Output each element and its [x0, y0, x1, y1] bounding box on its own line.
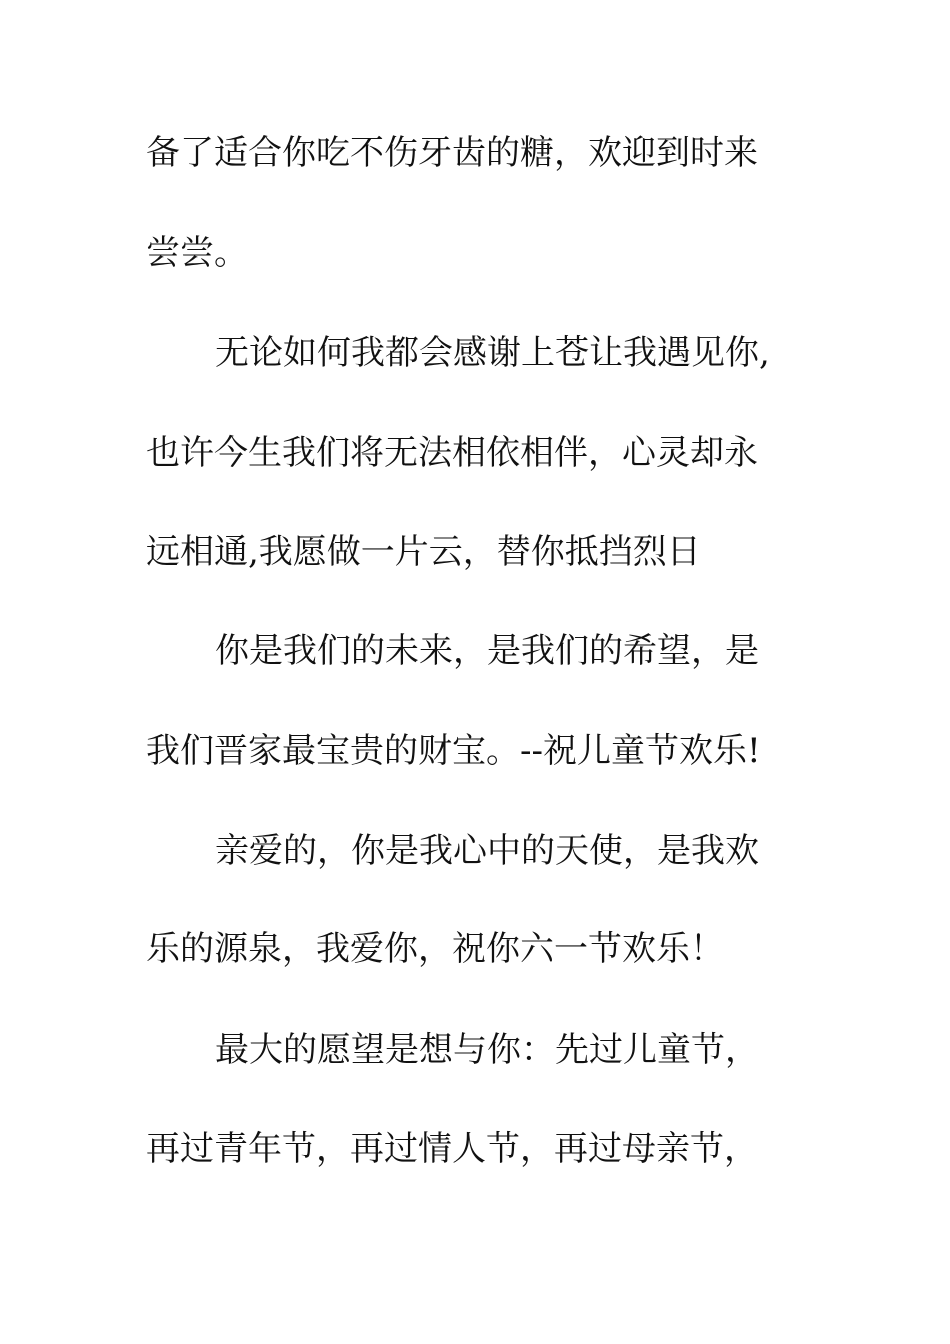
paragraph-start-line: 你是我们的未来，是我们的希望，是: [215, 631, 759, 671]
paragraph-start-line: 无论如何我都会感谢上苍让我遇见你,: [215, 333, 770, 373]
text-line: 乐的源泉，我爱你，祝你六一节欢乐！: [146, 929, 724, 969]
text-line: 我们晋家最宝贵的财宝。--祝儿童节欢乐!: [146, 731, 761, 771]
paragraph-start-line: 最大的愿望是想与你：先过儿童节，: [215, 1030, 759, 1070]
paragraph-start-line: 亲爱的，你是我心中的天使，是我欢: [215, 831, 759, 871]
text-line: 远相通,我愿做一片云，替你抵挡烈日: [146, 532, 701, 572]
text-line: 尝尝。: [146, 233, 248, 273]
text-line: 备了适合你吃不伤牙齿的糖，欢迎到时来: [146, 133, 758, 173]
text-line: 再过青年节，再过情人节，再过母亲节，: [146, 1129, 758, 1169]
text-line: 也许今生我们将无法相依相伴，心灵却永: [146, 433, 758, 473]
